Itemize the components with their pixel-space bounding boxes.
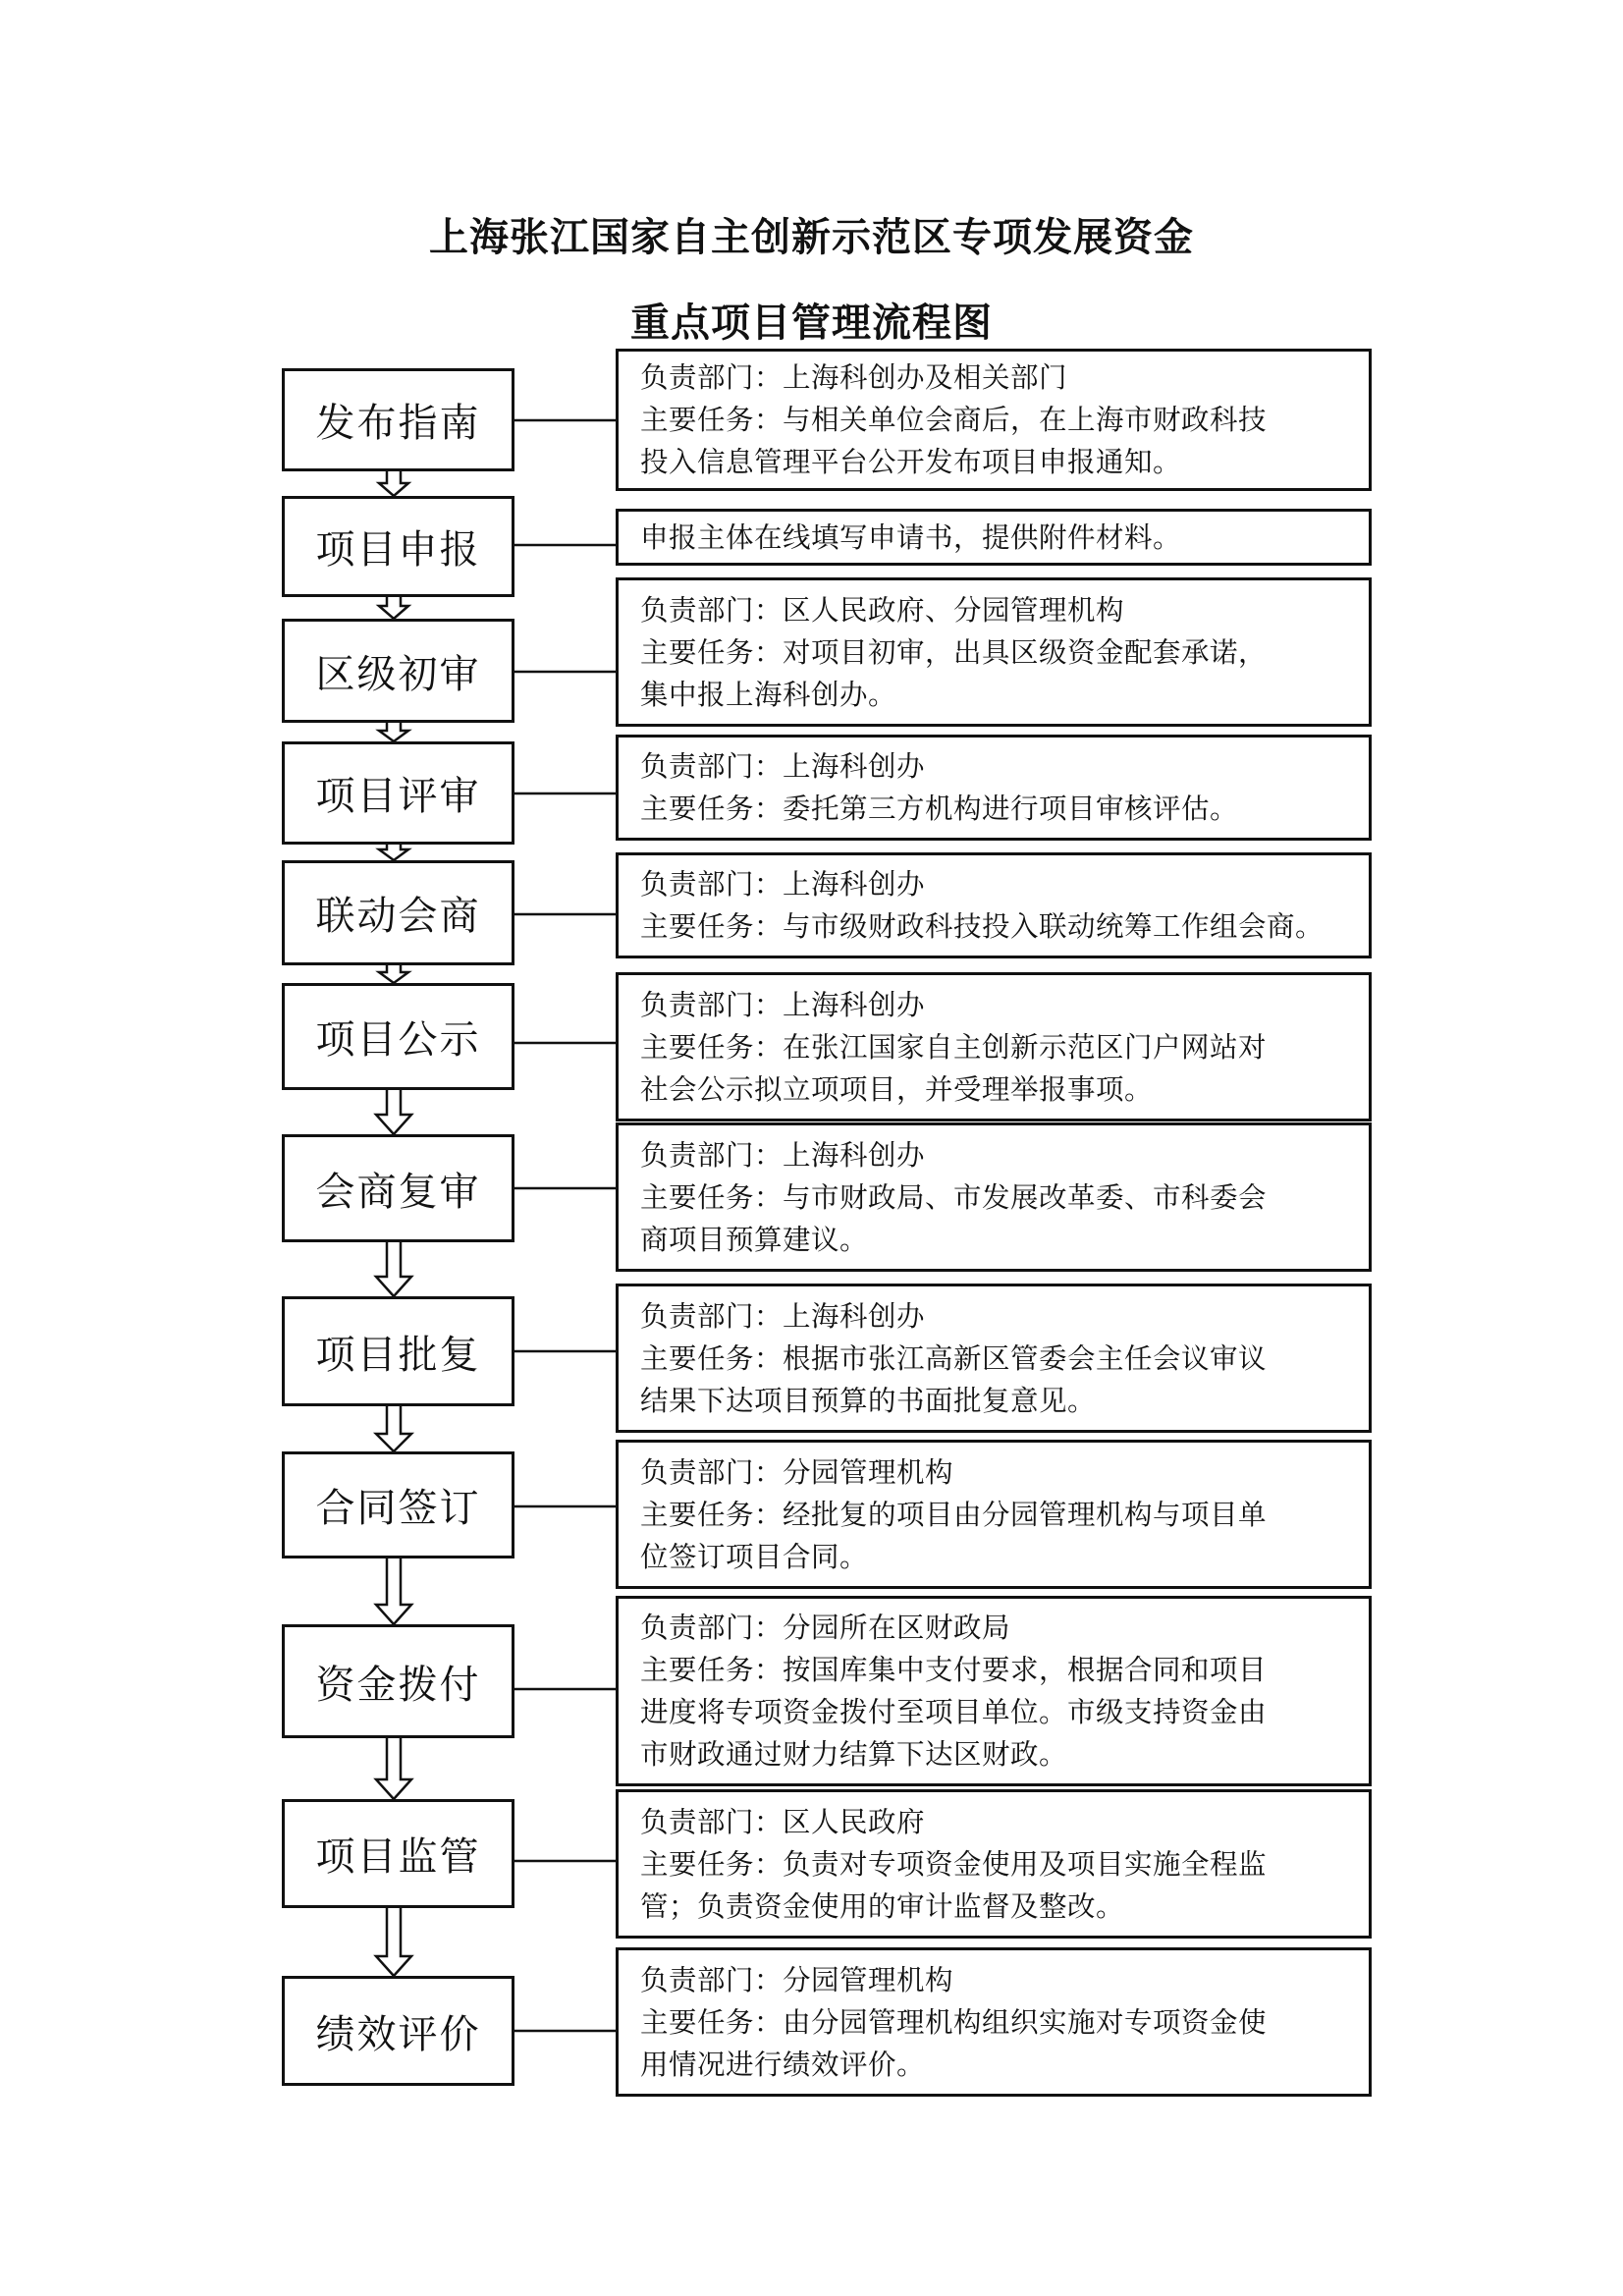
page-title: 上海张江国家自主创新示范区专项发展资金 (429, 215, 1194, 260)
detail-line: 负责部门：上海科创办 (640, 988, 926, 1021)
down-arrow-icon (379, 965, 408, 983)
down-arrow-icon (379, 845, 408, 860)
down-arrow-icon (376, 1908, 411, 1976)
step-box-performance-evaluation: 绩效评价 (282, 1976, 514, 2086)
down-arrow-icon (379, 723, 408, 741)
down-arrow-icon (376, 1090, 411, 1134)
detail-line: 申报主体在线填写申请书，提供附件材料。 (640, 520, 1182, 554)
down-arrow-icon (379, 597, 408, 619)
step-detail-project-publicity (616, 972, 1372, 1121)
detail-line: 主要任务：在张江国家自主创新示范区门户网站对 (640, 1030, 1268, 1064)
down-arrow-icon (379, 471, 408, 496)
step-box-project-application: 项目申报 (282, 496, 514, 597)
detail-line: 主要任务：按国库集中支付要求，根据合同和项目 (640, 1654, 1268, 1686)
step-detail-consultation-recheck (616, 1122, 1372, 1272)
detail-line: 负责部门：上海科创办 (640, 1138, 926, 1172)
detail-line: 主要任务：与市财政局、市发展改革委、市科委会 (640, 1180, 1268, 1214)
step-box-consultation-recheck: 会商复审 (282, 1134, 514, 1242)
step-box-project-publicity: 项目公示 (282, 983, 514, 1090)
detail-line: 商项目预算建议。 (640, 1223, 869, 1256)
detail-line: 负责部门：区人民政府、分园管理机构 (640, 593, 1125, 627)
detail-line: 集中报上海科创办。 (640, 678, 897, 711)
detail-line: 主要任务：根据市张江高新区管委会主任会议审议 (640, 1341, 1268, 1375)
step-detail-joint-consultation (616, 852, 1372, 958)
detail-line: 主要任务：由分园管理机构组织实施对专项资金使 (640, 2005, 1268, 2039)
detail-line: 主要任务：委托第三方机构进行项目审核评估。 (640, 793, 1239, 825)
detail-line: 主要任务：与市级财政科技投入联动统筹工作组会商。 (640, 910, 1325, 943)
step-detail-project-application (616, 509, 1372, 566)
detail-line: 主要任务：对项目初审，出具区级资金配套承诺， (640, 635, 1268, 669)
detail-line: 主要任务：经批复的项目由分园管理机构与项目单 (640, 1498, 1268, 1531)
detail-line: 管；负责资金使用的审计监督及整改。 (640, 1889, 1125, 1923)
detail-line: 位签订项目合同。 (640, 1540, 869, 1573)
detail-line: 社会公示拟立项项目，并受理举报事项。 (640, 1072, 1154, 1106)
down-arrow-icon (376, 1406, 411, 1451)
step-detail-publish-guide (616, 349, 1372, 491)
detail-line: 主要任务：与相关单位会商后，在上海市财政科技 (640, 404, 1268, 436)
step-box-project-approval: 项目批复 (282, 1296, 514, 1406)
detail-line: 负责部门：区人民政府 (640, 1805, 926, 1838)
step-detail-project-approval (616, 1284, 1372, 1433)
step-detail-district-review (616, 577, 1372, 727)
detail-line: 市财政通过财力结算下达区财政。 (640, 1738, 1068, 1771)
step-box-district-review: 区级初审 (282, 619, 514, 723)
step-detail-performance-evaluation (616, 1947, 1372, 2097)
detail-line: 负责部门：上海科创办及相关部门 (640, 361, 1068, 394)
detail-line: 投入信息管理平台公开发布项目申报通知。 (640, 446, 1182, 478)
detail-line: 负责部门：分园所在区财政局 (640, 1612, 1011, 1644)
step-box-joint-consultation: 联动会商 (282, 860, 514, 965)
step-box-fund-allocation: 资金拨付 (282, 1624, 514, 1738)
step-detail-fund-allocation (616, 1596, 1372, 1786)
step-box-publish-guide: 发布指南 (282, 368, 514, 471)
detail-line: 结果下达项目预算的书面批复意见。 (640, 1384, 1097, 1417)
step-detail-project-evaluation (616, 735, 1372, 841)
step-box-project-supervision: 项目监管 (282, 1799, 514, 1908)
page-subtitle: 重点项目管理流程图 (630, 301, 993, 346)
detail-line: 负责部门：上海科创办 (640, 868, 926, 901)
down-arrow-icon (376, 1242, 411, 1296)
detail-line: 主要任务：负责对专项资金使用及项目实施全程监 (640, 1847, 1268, 1881)
step-detail-contract-signing (616, 1440, 1372, 1589)
detail-line: 用情况进行绩效评价。 (640, 2048, 926, 2081)
detail-line: 负责部门：上海科创办 (640, 750, 926, 783)
detail-line: 负责部门：分园管理机构 (640, 1455, 954, 1489)
step-box-project-evaluation: 项目评审 (282, 741, 514, 845)
step-box-contract-signing: 合同签订 (282, 1451, 514, 1558)
detail-line: 负责部门：上海科创办 (640, 1299, 926, 1333)
detail-line: 进度将专项资金拨付至项目单位。市级支持资金由 (640, 1696, 1268, 1728)
down-arrow-icon (376, 1558, 411, 1624)
down-arrow-icon (376, 1738, 411, 1799)
detail-line: 负责部门：分园管理机构 (640, 1963, 954, 1996)
step-detail-project-supervision (616, 1789, 1372, 1939)
